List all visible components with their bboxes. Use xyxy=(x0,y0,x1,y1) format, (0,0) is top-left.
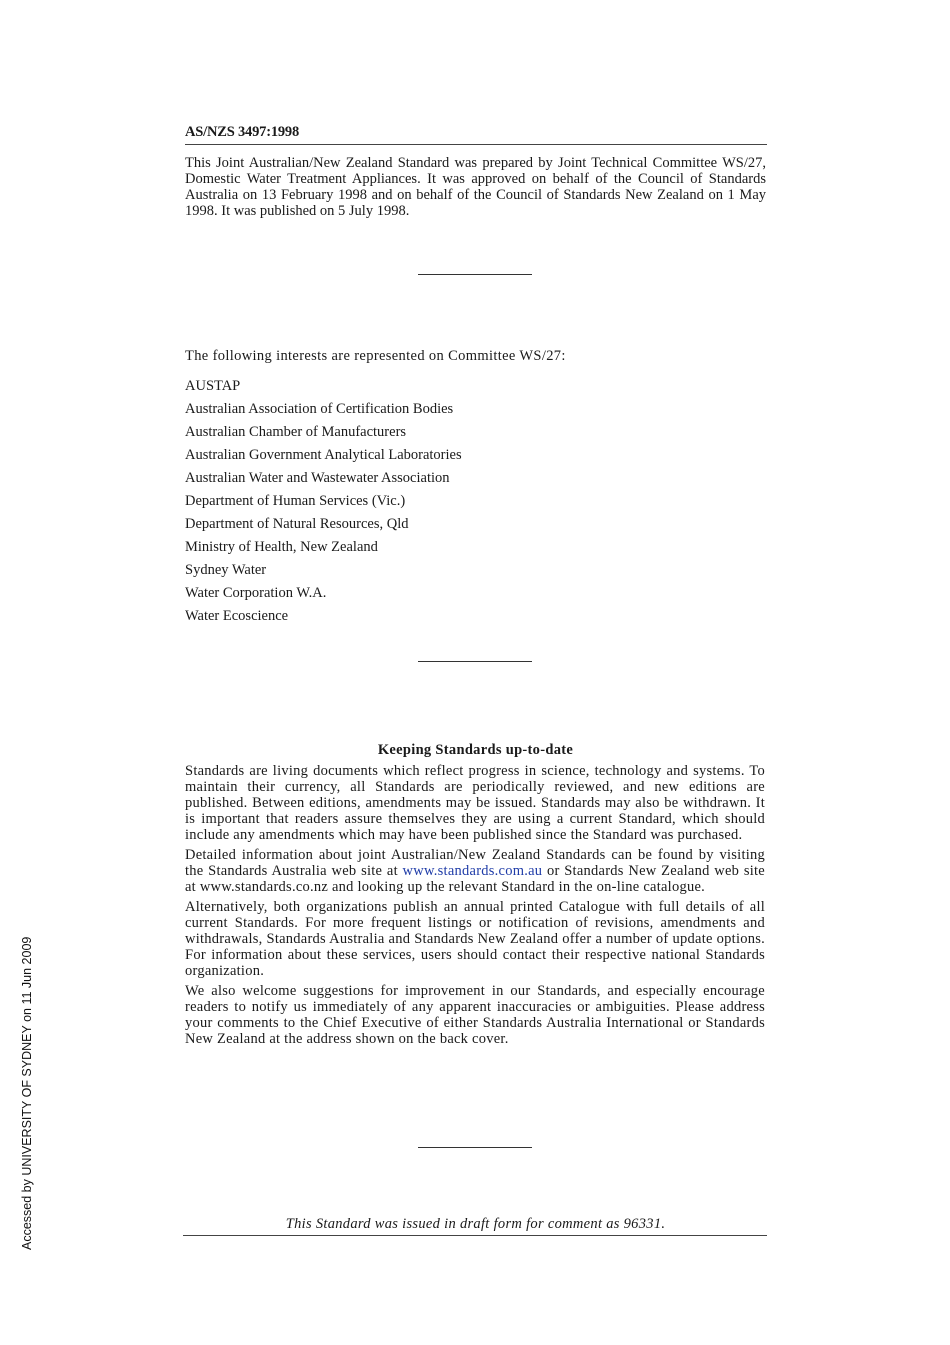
access-watermark: Accessed by UNIVERSITY OF SYDNEY on 11 Jun 2009 xyxy=(20,936,34,1250)
committee-member: AUSTAP xyxy=(185,378,241,394)
document-id: AS/NZS 3497:1998 xyxy=(185,124,300,140)
header-rule xyxy=(185,144,767,145)
committee-member: Australian Association of Certification Bodies xyxy=(185,401,454,417)
section-divider xyxy=(418,274,532,275)
committee-member: Australian Government Analytical Laboratories xyxy=(185,447,462,463)
section-divider xyxy=(418,661,532,662)
committee-member: Australian Water and Wastewater Association xyxy=(185,470,450,486)
preparation-statement: This Joint Australian/New Zealand Standard was prepared by Joint Technical Committee WS/27, Domestic Water Treatment Appliances. It was approved on behalf of the Council of Standards Australia on 13 February 1998 and on behalf of the Council of Standards New Zealand on 1 May 1998. It was published on 5 July 1998. xyxy=(185,155,766,219)
committee-member: Australian Chamber of Manufacturers xyxy=(185,424,407,440)
committee-member: Sydney Water xyxy=(185,562,267,578)
keeping-standards-body xyxy=(185,763,765,1051)
paragraph xyxy=(185,847,765,895)
standards-australia-link[interactable]: www.standards.com.au xyxy=(402,863,543,879)
footer-rule xyxy=(183,1235,767,1236)
paragraph: We also welcome suggestions for improvement in our Standards, and especially encourage readers to notify us immediately of any apparent inaccuracies or ambiguities. Please address your comments to the Chief Executive of either Standards Australia International or Standards New Zealand at the address shown on the back cover. xyxy=(185,983,765,1047)
paragraph-text: or Standards New Zealand web site at www.standards.co.nz and looking up the relevant Standard in the on-line catalogue. xyxy=(185,863,765,895)
draft-note: This Standard was issued in draft form for comment as 96331. xyxy=(285,1216,666,1232)
committee-heading: The following interests are represented on Committee WS/27: xyxy=(185,348,566,364)
committee-member: Department of Natural Resources, Qld xyxy=(185,516,409,532)
committee-member: Department of Human Services (Vic.) xyxy=(185,493,406,509)
keeping-standards-heading: Keeping Standards up-to-date xyxy=(377,742,574,758)
paragraph: Standards are living documents which reflect progress in science, technology and systems. To maintain their currency, all Standards are periodically reviewed, and new editions are published. Between editions, amendments may be issued. Standards may also be withdrawn. It is important that readers assure themselves they are using a current Standard, which should include any amendments which may have been published since the Standard was purchased. xyxy=(185,763,765,843)
section-divider xyxy=(418,1147,532,1148)
committee-member: Ministry of Health, New Zealand xyxy=(185,539,378,555)
paragraph-text: Detailed information about joint Australian/New Zealand Standards can be found by visiting the Standards Australia web site at xyxy=(185,847,765,879)
paragraph: Alternatively, both organizations publish an annual printed Catalogue with full details of all current Standards. For more frequent listings or notification of revisions, amendments and withdrawals, Standards Australia and Standards New Zealand offer a number of update options. For information about these services, users should contact their respective national Standards organization. xyxy=(185,899,765,979)
committee-member: Water Corporation W.A. xyxy=(185,585,327,601)
committee-member: Water Ecoscience xyxy=(185,608,289,624)
committee-member-list xyxy=(185,375,462,628)
